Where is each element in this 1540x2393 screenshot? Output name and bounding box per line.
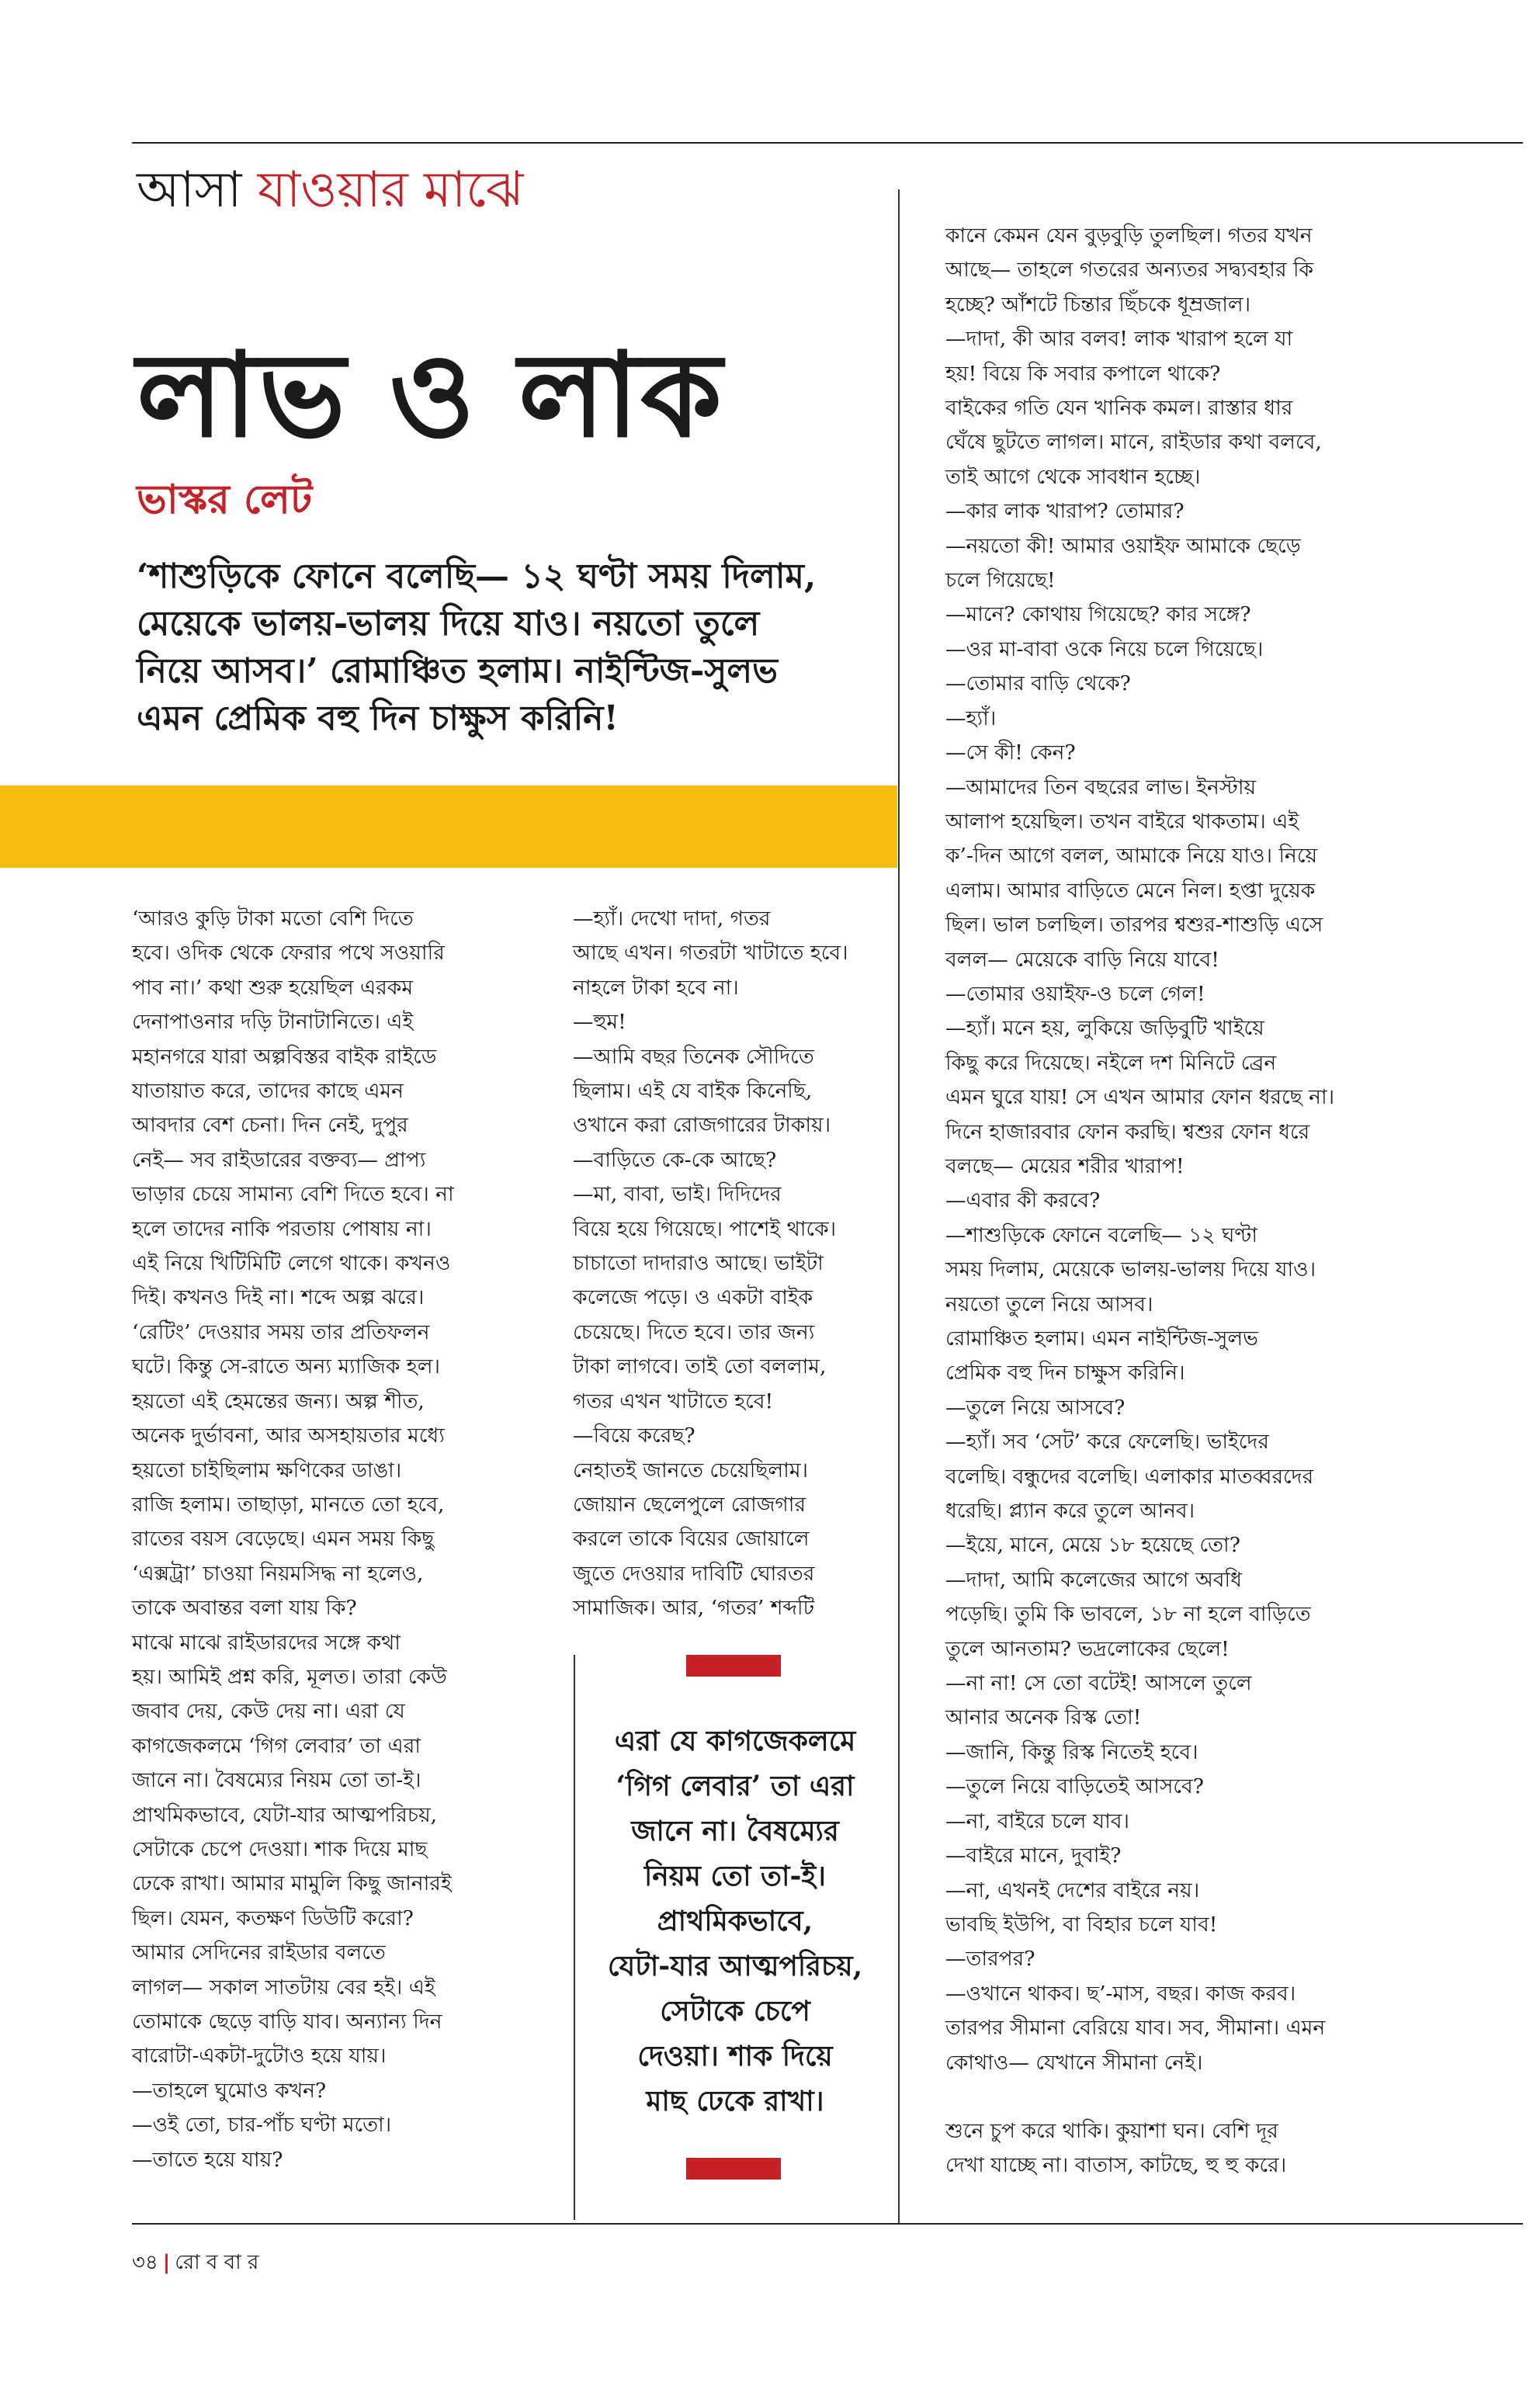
body-line: —বাইরে মানে, দুবাই? xyxy=(945,1843,1122,1868)
body-line: —হুম! xyxy=(573,1010,626,1035)
standfirst xyxy=(137,553,897,742)
body-line: গতর এখন খাটাতে হবে! xyxy=(573,1389,774,1413)
body-line: ক’-দিন আগে বলল, আমাকে নিয়ে যাও। নিয়ে xyxy=(945,844,1318,869)
pullquote-line: দেওয়া। শাক দিয়ে xyxy=(637,2040,833,2072)
body-column-3 xyxy=(945,219,1489,2183)
body-line: এলাম। আমার বাড়িতে মেনে নিল। হপ্তা দুয়েক xyxy=(945,878,1316,903)
body-line: —তাতে হয়ে যায়? xyxy=(132,2147,283,2172)
body-line: —না না! সে তো বটেই! আসলে তুলে xyxy=(945,1671,1252,1696)
pullquote-line: এরা যে কাগজেকলমে xyxy=(614,1725,856,1757)
body-line: কিছু করে দিয়েছে। নইলে দশ মিনিটে ব্রেন xyxy=(945,1050,1277,1075)
pullquote-line: জানে না। বৈষম্যের xyxy=(631,1815,839,1847)
body-line: —তাহলে ঘুমোও কখন? xyxy=(132,2078,327,2103)
standfirst-line: ‘শাশুড়িকে ফোনে বলেছি— ১২ ঘণ্টা সময় দিলাম, xyxy=(137,557,817,596)
body-line: —হ্যাঁ। মনে হয়, লুকিয়ে জড়িবুটি খাইয়ে xyxy=(945,1016,1264,1041)
magazine-name: রো ব বা র xyxy=(175,2251,259,2274)
body-line: জানে না। বৈষম্যের নিয়ম তো তা-ই। xyxy=(132,1768,421,1793)
body-line: ঘেঁষে ছুটতে লাগল। মানে, রাইডার কথা বলবে, xyxy=(945,430,1322,455)
body-line: ধরেছি। প্ল্যান করে তুলে আনব। xyxy=(945,1499,1195,1524)
body-line: বারোটা-একটা-দুটোও হয়ে যায়। xyxy=(132,2044,387,2069)
body-line: ওখানে করা রোজগারের টাকায়। xyxy=(573,1113,831,1138)
headline: লাভ ও লাক xyxy=(137,328,724,463)
body-line: ছিল। ভাল চলছিল। তারপর শ্বশুর-শাশুড়ি এসে xyxy=(945,913,1323,938)
body-line: চাচাতো দাদারাও আছে। ভাইটা xyxy=(573,1251,824,1276)
decorative-yellow-band xyxy=(0,786,897,868)
body-line: কাগজেকলমে ‘গিগ লেবার’ তা এরা xyxy=(132,1733,421,1758)
pullquote-line: যেটা-যার আত্মপরিচয়, xyxy=(607,1950,863,1982)
body-line: ছিল। যেমন, কতক্ষণ ডিউটি করো? xyxy=(132,1906,414,1930)
author-byline: ভাস্কর লেট xyxy=(137,477,313,523)
body-line: —জানি, কিন্তু রিস্ক নিতেই হবে। xyxy=(945,1739,1198,1764)
section-label xyxy=(137,159,523,221)
body-line: সেটাকে চেপে দেওয়া। শাক দিয়ে মাছ xyxy=(132,1836,428,1861)
body-line: —না, এখনই দেশের বাইরে নয়। xyxy=(945,1878,1200,1902)
body-line: বলছে— মেয়ের শরীর খারাপ! xyxy=(945,1153,1184,1178)
body-line: হয়তো চাইছিলাম ক্ষণিকের ডাঙা। xyxy=(132,1458,402,1483)
body-line: —না, বাইরে চলে যাব। xyxy=(945,1809,1130,1833)
page-number: ৩৪ xyxy=(132,2251,158,2274)
body-line: হয়। আমিই প্রশ্ন করি, মূলত। তারা কেউ xyxy=(132,1664,447,1689)
body-line: তুলে আনতাম? ভদ্রলোকের ছেলে! xyxy=(945,1636,1230,1661)
body-line: আছে— তাহলে গতরের অন্যতর সদ্ব্যবহার কি xyxy=(945,258,1314,283)
body-line: —মা, বাবা, ভাই। দিদিদের xyxy=(573,1182,782,1207)
body-line: পড়েছি। তুমি কি ভাবলে, ১৮ না হলে বাড়িতে xyxy=(945,1602,1311,1627)
body-line: ‘আরও কুড়ি টাকা মতো বেশি দিতে xyxy=(132,907,414,931)
body-line: দেখা যাচ্ছে না। বাতাস, কাটছে, হু হু করে। xyxy=(945,2153,1287,2178)
body-line: —আমাদের তিন বছরের লাভ। ইনস্টায় xyxy=(945,775,1257,799)
body-line: প্রাথমিকভাবে, যেটা-যার আত্মপরিচয়, xyxy=(132,1802,438,1827)
body-line: —তোমার বাড়ি থেকে? xyxy=(945,671,1131,696)
top-rule xyxy=(132,142,1523,144)
body-line: মহানগরে যারা অল্পবিস্তর বাইক রাইডে xyxy=(132,1044,437,1069)
bottom-rule xyxy=(132,2223,1523,2225)
body-line: হয়তো এই হেমন্তের জন্য। অল্প শীত, xyxy=(132,1389,425,1413)
body-line: হচ্ছে? আঁশটে চিন্তার ছিঁচকে ধূম্রজাল। xyxy=(945,292,1251,317)
body-line: হলে তাদের নাকি পরতায় পোষায় না। xyxy=(132,1216,432,1241)
body-line: প্রেমিক বহু দিন চাক্ষুস করিনি। xyxy=(945,1361,1185,1386)
body-line: দিই। কখনও দিই না। শব্দে অল্প ঝরে। xyxy=(132,1285,425,1310)
body-line: —দাদা, আমি কলেজের আগে অবধি xyxy=(945,1567,1242,1592)
pullquote xyxy=(576,1718,894,2124)
body-line: ‘এক্সট্রা’ চাওয়া নিয়মসিদ্ধ না হলেও, xyxy=(132,1561,424,1586)
body-line: বলল— মেয়েকে বাড়ি নিয়ে যাবে! xyxy=(945,947,1219,972)
body-line: আছে এখন। গতরটা খাটাতে হবে। xyxy=(573,941,848,966)
body-line: চলে গিয়েছে! xyxy=(945,568,1056,593)
body-line: ‘রেটিং’ দেওয়ার সময় তার প্রতিফলন xyxy=(132,1320,430,1344)
body-line: তাই আগে থেকে সাবধান হচ্ছে। xyxy=(945,464,1201,489)
body-line: —মানে? কোথায় গিয়েছে? কার সঙ্গে? xyxy=(945,602,1251,627)
body-line: —তোমার ওয়াইফ-ও চলে গেল! xyxy=(945,981,1205,1006)
body-line: —এবার কী করবে? xyxy=(945,1188,1101,1213)
standfirst-line: মেয়েকে ভালয়-ভালয় দিয়ে যাও। নয়তো তুলে xyxy=(137,604,760,643)
body-line: —শাশুড়িকে ফোনে বলেছি— ১২ ঘণ্টা xyxy=(945,1223,1258,1247)
body-line: —দাদা, কী আর বলব! লাক খারাপ হলে যা xyxy=(945,327,1293,352)
standfirst-line: নিয়ে আসব।’ রোমাঞ্চিত হলাম। নাইন্টিজ-সুলভ xyxy=(137,651,778,691)
section-label-part1: আসা xyxy=(137,161,258,219)
pullquote-line: মাছ ঢেকে রাখা। xyxy=(646,2085,824,2117)
pullquote-line: সেটাকে চেপে xyxy=(660,1995,810,2027)
body-line: —বিয়ে করেছ? xyxy=(573,1424,695,1448)
body-line: নয়তো তুলে নিয়ে আসব। xyxy=(945,1292,1153,1316)
body-line: নেই— সব রাইডারের বক্তব্য— প্রাপ্য xyxy=(132,1147,426,1172)
pullquote-bar-bottom xyxy=(686,2158,781,2180)
pullquote-bar-top xyxy=(686,1655,781,1677)
body-line: মাঝে মাঝে রাইডারদের সঙ্গে কথা xyxy=(132,1630,401,1655)
body-line: লাগল— সকাল সাতটায় বের হই। এই xyxy=(132,1975,435,1999)
body-line: —হ্যাঁ। দেখো দাদা, গতর xyxy=(573,907,771,931)
body-line: রাজি হলাম। তাছাড়া, মানতে তো হবে, xyxy=(132,1492,445,1517)
body-line: ভাড়ার চেয়ে সামান্য বেশি দিতে হবে। না xyxy=(132,1182,454,1207)
pullquote-line: প্রাথমিকভাবে, xyxy=(657,1905,813,1937)
body-line: করলে তাকে বিয়ের জোয়ালে xyxy=(573,1527,810,1552)
body-line: বলেছি। বন্ধুদের বলেছি। এলাকার মাতব্বরদের xyxy=(945,1464,1314,1489)
body-line: এমন ঘুরে যায়! সে এখন আমার ফোন ধরছে না। xyxy=(945,1085,1335,1110)
body-line: জবাব দেয়, কেউ দেয় না। এরা যে xyxy=(132,1699,405,1724)
body-line: —হ্যাঁ। xyxy=(945,706,997,730)
body-line: আবদার বেশ চেনা। দিন নেই, দুপুর xyxy=(132,1113,408,1138)
body-line: এই নিয়ে খিটিমিটি লেগে থাকে। কখনও xyxy=(132,1251,451,1276)
body-line: তোমাকে ছেড়ে বাড়ি যাব। অন্যান্য দিন xyxy=(132,2010,442,2034)
body-line: —আমি বছর তিনেক সৌদিতে xyxy=(573,1044,814,1069)
body-line: —হ্যাঁ। সব ‘সেট’ করে ফেলেছি। ভাইদের xyxy=(945,1430,1269,1455)
body-line: দিনে হাজারবার ফোন করছি। শ্বশুর ফোন ধরে xyxy=(945,1119,1310,1144)
body-line: সামাজিক। আর, ‘গতর’ শব্দটি xyxy=(573,1596,815,1621)
body-line: কলেজে পড়ে। ও একটা বাইক xyxy=(573,1285,813,1310)
section-label-part2: যাওয়ার মাঝে xyxy=(257,161,524,219)
body-line: —নয়তো কী! আমার ওয়াইফ আমাকে ছেড়ে xyxy=(945,533,1301,558)
body-line: নাহলে টাকা হবে না। xyxy=(573,975,739,1000)
body-line: হবে। ওদিক থেকে ফেরার পথে সওয়ারি xyxy=(132,941,445,966)
body-line: —সে কী! কেন? xyxy=(945,740,1076,765)
body-line: সময় দিলাম, মেয়েকে ভালয়-ভালয় দিয়ে যাও। xyxy=(945,1257,1316,1282)
footer-separator: | xyxy=(162,2251,171,2274)
body-line: রোমাঞ্চিত হলাম। এমন নাইন্টিজ-সুলভ xyxy=(945,1327,1258,1351)
body-line: —তুলে নিয়ে আসবে? xyxy=(945,1395,1126,1420)
body-line: নেহাতই জানতে চেয়েছিলাম। xyxy=(573,1458,809,1483)
body-line: জুতে দেওয়ার দাবিটি ঘোরতর xyxy=(573,1561,815,1586)
body-line: আনার অনেক রিস্ক তো! xyxy=(945,1705,1142,1730)
body-line: চেয়েছে। দিতে হবে। তার জন্য xyxy=(573,1320,815,1344)
body-line: টাকা লাগবে। তাই তো বললাম, xyxy=(573,1354,827,1379)
body-line: জোয়ান ছেলেপুলে রোজগার xyxy=(573,1492,806,1517)
body-line: বিয়ে হয়ে গিয়েছে। পাশেই থাকে। xyxy=(573,1216,837,1241)
body-line: —ওখানে থাকব। ছ’-মাস, বছর। কাজ করব। xyxy=(945,1981,1296,2006)
body-line: আমার সেদিনের রাইডার বলতে xyxy=(132,1940,386,1965)
body-line: কোথাও— যেখানে সীমানা নেই। xyxy=(945,2050,1203,2075)
body-line: —তারপর? xyxy=(945,1947,1035,1972)
body-line: —কার লাক খারাপ? তোমার? xyxy=(945,499,1184,524)
pullquote-line: ‘গিগ লেবার’ তা এরা xyxy=(616,1770,855,1802)
standfirst-line: এমন প্রেমিক বহু দিন চাক্ষুস করিনি! xyxy=(137,699,619,738)
body-line: যাতায়াত করে, তাদের কাছে এমন xyxy=(132,1079,404,1104)
pullquote-line: নিয়ম তো তা-ই। xyxy=(643,1860,827,1892)
body-column-1 xyxy=(132,902,574,2177)
body-line: পাব না।’ কথা শুরু হয়েছিল এরকম xyxy=(132,975,414,1000)
body-line: অনেক দুর্ভাবনা, আর অসহায়তার মধ্যে xyxy=(132,1424,445,1448)
body-line: দেনাপাওনার দড়ি টানাটানিতে। এই xyxy=(132,1010,414,1035)
body-line: —ইয়ে, মানে, মেয়ে ১৮ হয়েছে তো? xyxy=(945,1533,1240,1558)
body-line: আলাপ হয়েছিল। তখন বাইরে থাকতাম। এই xyxy=(945,809,1299,834)
body-line: —বাড়িতে কে-কে আছে? xyxy=(573,1147,777,1172)
body-line: তারপর সীমানা বেরিয়ে যাব। সব, সীমানা। এমন xyxy=(945,2016,1326,2041)
body-column-2 xyxy=(573,902,899,1626)
body-line: বাইকের গতি যেন খানিক কমল। রাস্তার ধার xyxy=(945,396,1293,421)
body-line: রাতের বয়স বেড়েছে। এমন সময় কিছু xyxy=(132,1527,435,1552)
body-line: ঘটে। কিন্তু সে-রাতে অন্য ম্যাজিক হল। xyxy=(132,1354,440,1379)
body-line: ঢেকে রাখা। আমার মামুলি কিছু জানারই xyxy=(132,1871,452,1896)
body-line: —তুলে নিয়ে বাড়িতেই আসবে? xyxy=(945,1774,1204,1799)
paragraph-gap xyxy=(945,2080,1489,2114)
body-line: ছিলাম। এই যে বাইক কিনেছি, xyxy=(573,1079,813,1104)
body-line: হয়! বিয়ে কি সবার কপালে থাকে? xyxy=(945,361,1221,386)
body-line: ভাবছি ইউপি, বা বিহার চলে যাব! xyxy=(945,1912,1218,1937)
body-line: শুনে চুপ করে থাকি। কুয়াশা ঘন। বেশি দূর xyxy=(945,2118,1278,2143)
body-line: —ওই তো, চার-পাঁচ ঘণ্টা মতো। xyxy=(132,2113,392,2138)
body-line: তাকে অবান্তর বলা যায় কি? xyxy=(132,1596,357,1621)
page-footer xyxy=(132,2249,258,2276)
body-line: —ওর মা-বাবা ওকে নিয়ে চলে গিয়েছে। xyxy=(945,636,1264,661)
body-line: কানে কেমন যেন বুড়বুড়ি তুলছিল। গতর যখন xyxy=(945,224,1313,248)
